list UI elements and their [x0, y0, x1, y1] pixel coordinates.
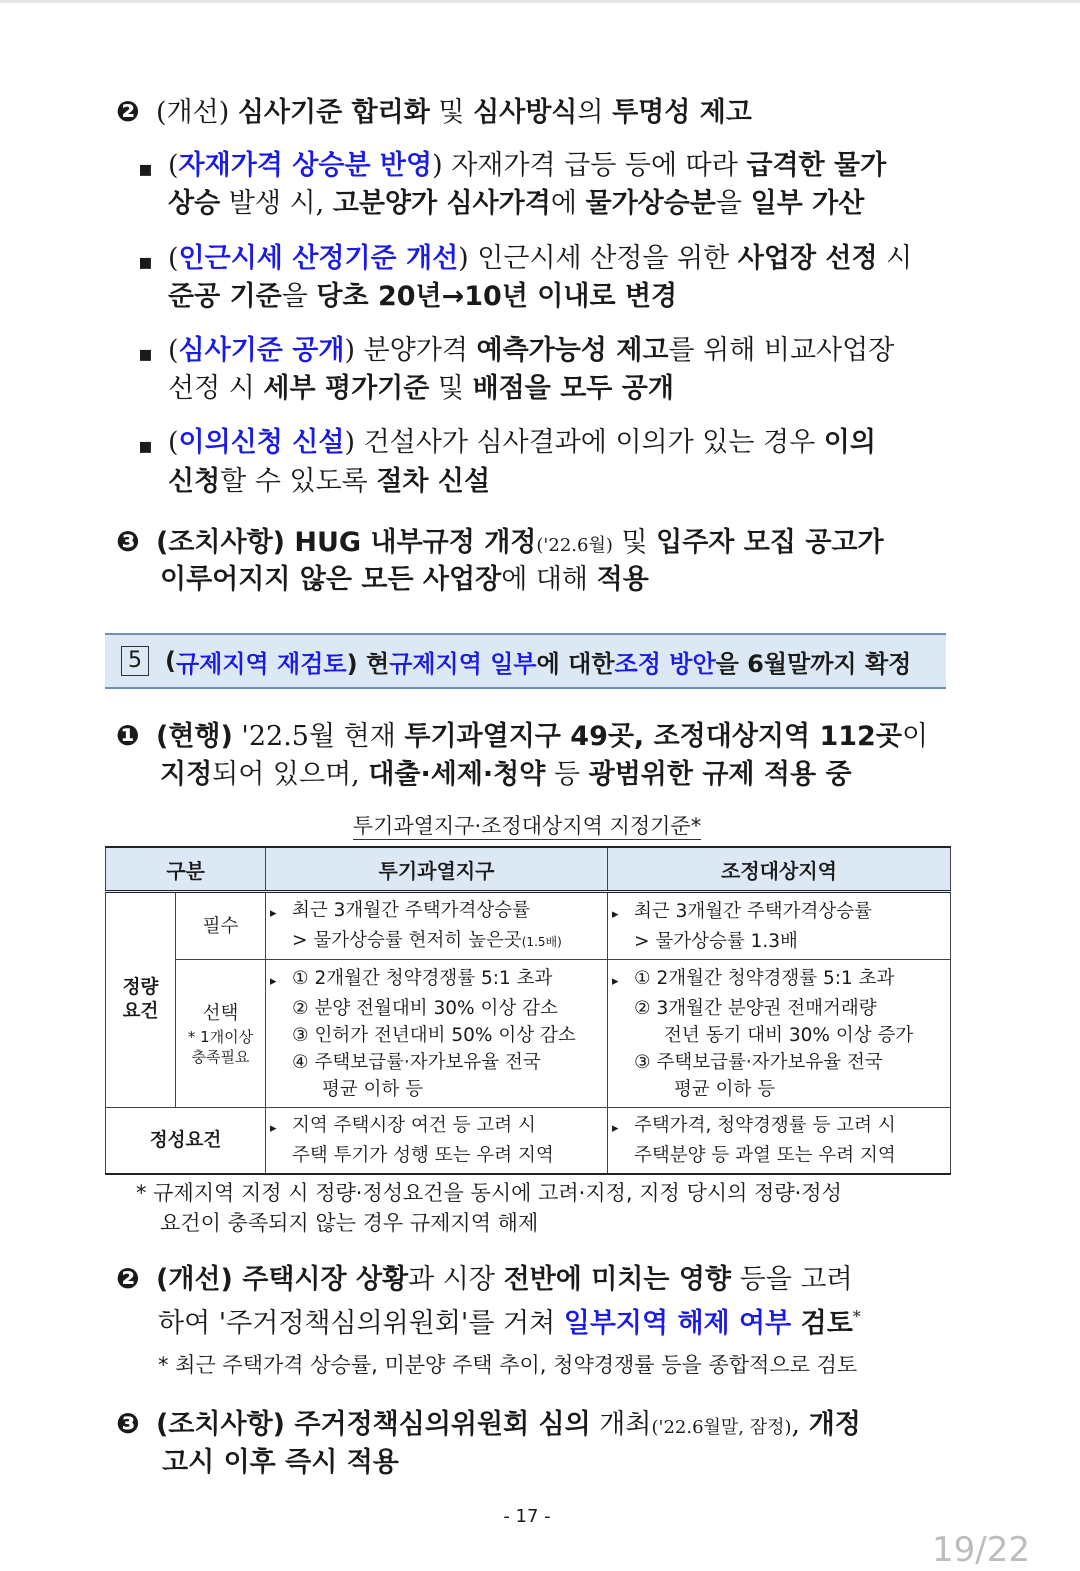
action-committee-cont: 고시 이후 즉시 적용 — [162, 1447, 399, 1478]
designation-criteria-table — [105, 846, 951, 1175]
current-status: ❶ (현행) '22.5월 현재 투기과열지구 49곳, 조정대상지역 112곳이 — [116, 719, 929, 752]
circled-number-2: ❷ — [116, 95, 140, 128]
bullet-criteria-disclosure-cont: 선정 시 세부 평가기준 및 배점을 모두 공개 — [168, 373, 674, 404]
bullet-criteria-disclosure: (심사기준 공개) 분양가격 예측가능성 제고를 위해 비교사업장 — [168, 335, 895, 366]
circled-number-1: ❶ — [116, 719, 140, 752]
header-category: 구분 — [106, 847, 266, 892]
boxed-number: 5 — [121, 646, 149, 676]
bullet-objection: (이의신청 신설) 건설사가 심사결과에 이의가 있는 경우 이의 — [168, 427, 876, 458]
bullet-material-price: (자재가격 상승분 반영) 자재가격 급등 등에 따라 급격한 물가 — [168, 150, 887, 181]
section-action-hug-cont: 이루어지지 않은 모든 사업장에 대해 적용 — [160, 564, 649, 595]
bullet-nearby-price-cont: 준공 기준을 당초 20년→10년 이내로 변경 — [168, 281, 678, 312]
table-caption: 투기과열지구·조정대상지역 지정기준* — [352, 814, 702, 838]
bullet-objection-cont: 신청할 수 있도록 절차 신설 — [168, 466, 491, 497]
selective-speculation: ▸ ① 2개월간 청약경쟁률 5:1 초과 ② 분양 전월대비 30% 이상 감소 ③ 인허가 전년대비 50% 이상 감소 ④ 주택보급률·자가보유율 전국 평균 이하 등 — [266, 960, 608, 1108]
table-footnote: * 규제지역 지정 시 정량·정성요건을 동시에 고려·지정, 지정 당시의 정량·정성 — [136, 1181, 842, 1205]
improvement-review: ❷ (개선) 주택시장 상황과 시장 전반에 미치는 영향 등을 고려 — [116, 1262, 853, 1295]
improvement-review-cont: 하여 '주거정책심의위원회'를 거쳐 일부지역 해제 여부 검토* — [158, 1307, 861, 1339]
selective-adjustment: ▸ ① 2개월간 청약경쟁률 5:1 초과 ② 3개월간 분양권 전매거래량 전년 동기 대비 30% 이상 증가 ③ 주택보급률·자가보유율 전국 평균 이하 등 — [608, 960, 951, 1108]
bullet-material-price-cont: 상승 발생 시, 고분양가 심사가격에 물가상승분을 일부 가산 — [168, 188, 865, 219]
circled-number-3: ❸ — [116, 1407, 140, 1440]
section-action-hug: ❸ (조치사항) HUG 내부규정 개정('22.6월) 및 입주자 모집 공고가 — [116, 525, 884, 558]
required-label: 필수 — [176, 892, 266, 960]
section-heading-improvement: ❷ (개선) 심사기준 합리화 및 심사방식의 투명성 제고 — [116, 95, 752, 128]
action-committee: ❸ (조치사항) 주거정책심의위원회 심의 개최('22.6월말, 잠정), 개정 — [116, 1407, 861, 1440]
bullet-icon: ▪ — [138, 157, 153, 182]
table-row — [106, 960, 951, 1108]
qualitative-adjustment: ▸ 주택가격, 청약경쟁률 등 고려 시 주택분양 등 과열 또는 우려 지역 — [608, 1108, 951, 1174]
qualitative-label: 정성요건 — [106, 1108, 266, 1174]
circled-number-2: ❷ — [116, 1262, 140, 1295]
quantitative-label: 정량 요건 — [106, 892, 176, 1108]
viewer-page-indicator[interactable]: 19/22 — [932, 1530, 1030, 1570]
bullet-icon: ▪ — [138, 434, 153, 459]
current-status-cont: 지정되어 있으며, 대출·세제·청약 등 광범위한 규제 적용 중 — [160, 759, 852, 790]
circled-number-3: ❸ — [116, 525, 140, 558]
header-adjustment-zone: 조정대상지역 — [608, 847, 951, 892]
header-speculation-zone: 투기과열지구 — [266, 847, 608, 892]
improvement-footnote: * 최근 주택가격 상승률, 미분양 주택 추이, 청약경쟁률 등을 종합적으로 검토 — [158, 1353, 858, 1377]
page-number: - 17 - — [503, 1506, 551, 1527]
table-header-row — [106, 847, 951, 892]
section-banner-regulated-areas: 5 ( 규제지역 재검토 ) 현 규제지역 일부 에 대한 조정 방안 을 6월말까지 확정 — [105, 633, 946, 689]
table-row — [106, 892, 951, 960]
required-adjustment: ▸ 최근 3개월간 주택가격상승률 > 물가상승률 1.3배 — [608, 892, 951, 960]
table-footnote-cont: 요건이 충족되지 않는 경우 규제지역 해제 — [160, 1211, 539, 1235]
table-row — [106, 1108, 951, 1174]
qualitative-speculation: ▸ 지역 주택시장 여건 등 고려 시 주택 투기가 성행 또는 우려 지역 — [266, 1108, 608, 1174]
required-speculation: ▸ 최근 3개월간 주택가격상승률 > 물가상승률 현저히 높은곳(1.5배) — [266, 892, 608, 960]
bullet-icon: ▪ — [138, 342, 153, 367]
viewer-top-border — [0, 0, 1080, 3]
bullet-icon: ▪ — [138, 250, 153, 275]
selective-label: 선택 * 1개이상 충족필요 — [176, 960, 266, 1108]
bullet-nearby-price: (인근시세 산정기준 개선) 인근시세 산정을 위한 사업장 선정 시 — [168, 243, 913, 274]
